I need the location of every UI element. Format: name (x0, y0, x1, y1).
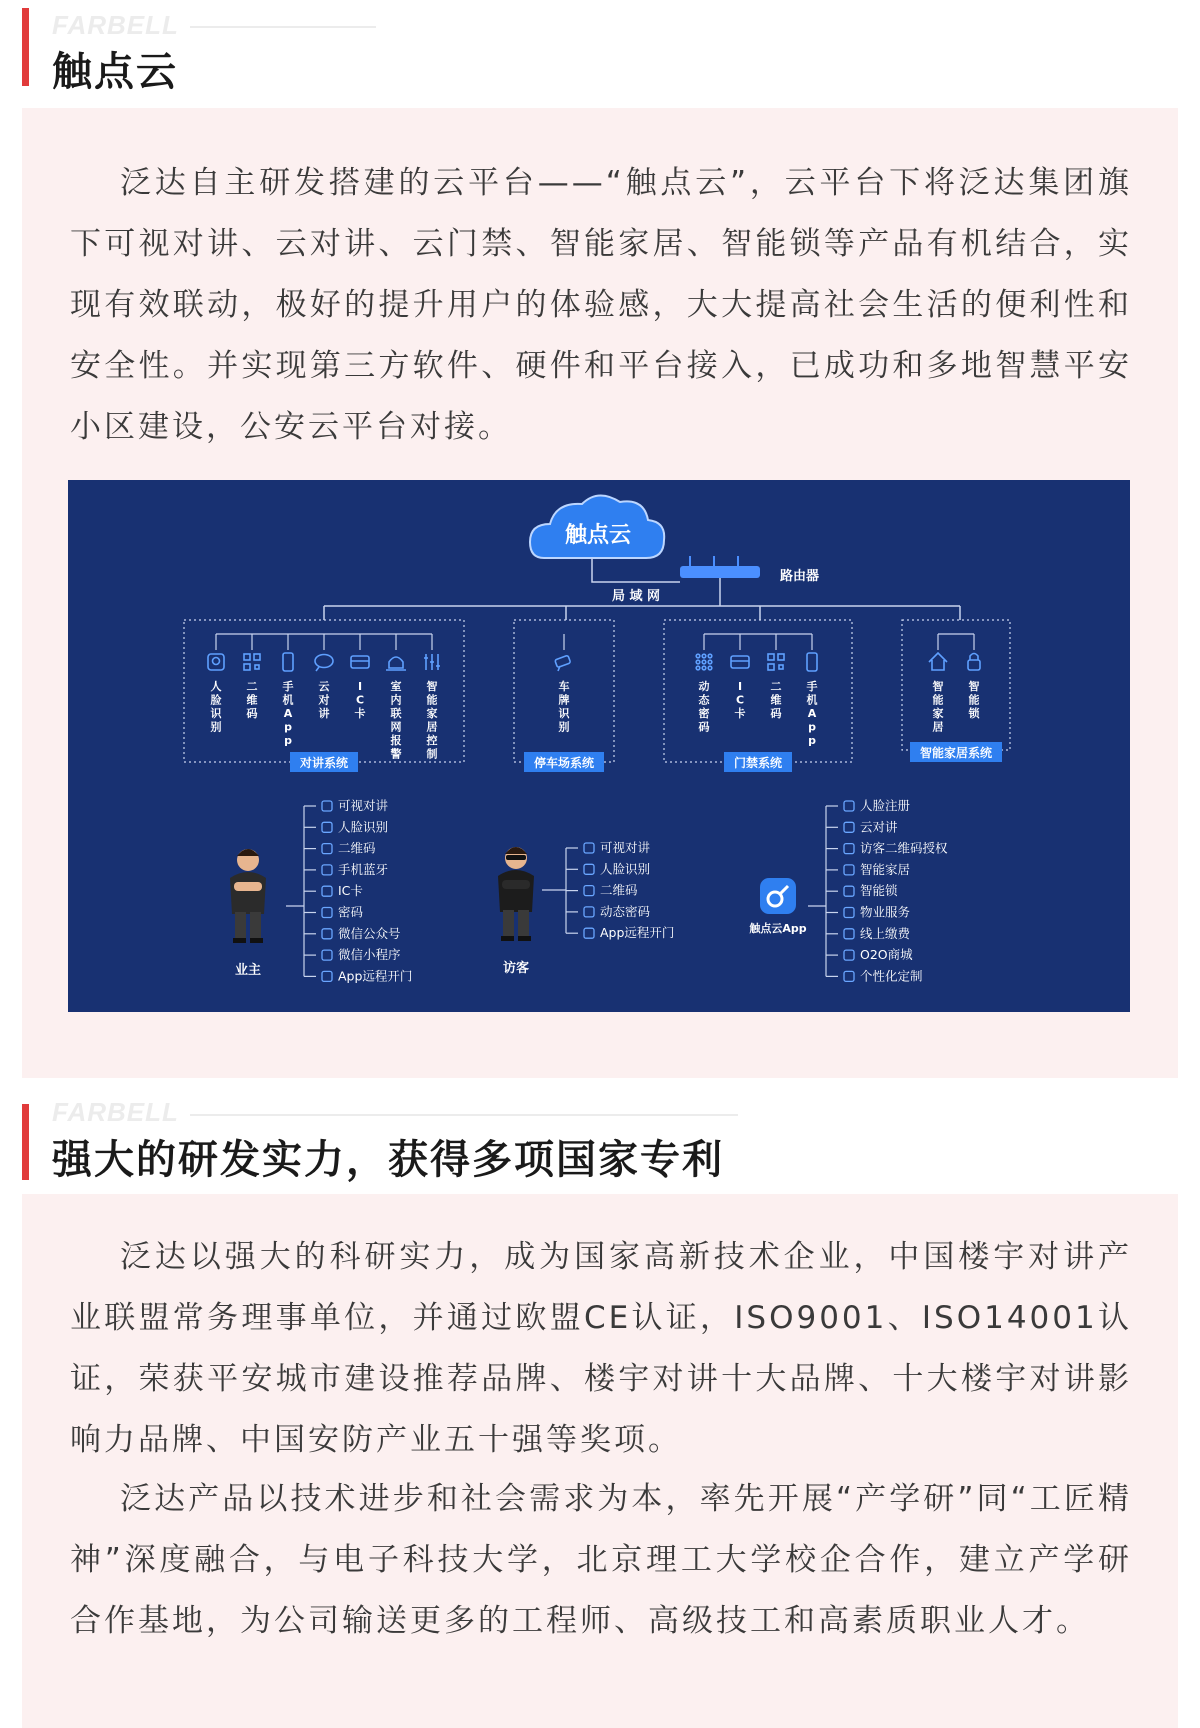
feature-icon (322, 844, 332, 854)
lan-label: 局 域 网 (612, 589, 661, 604)
feature-icon (584, 907, 594, 917)
feature-item: IC卡 (338, 883, 363, 899)
app-label: 触点云App (749, 922, 807, 935)
vertical-label (771, 680, 782, 720)
vertical-label (283, 679, 294, 747)
system-name: 智能家居系统 (919, 746, 993, 760)
diagram-svg (68, 480, 1130, 1012)
vertical-label (807, 679, 818, 747)
vertical-label (391, 679, 402, 761)
intro-paragraph: 泛达自主研发搭建的云平台——“触点云”，云平台下将泛达集团旗下可视对讲、云对讲、云门禁、智能家居、智能锁等产品有机结合，实现有效联动，极好的提升用户的体验感，大大提高社会生活的便利性和安全性。并实现第三方软件、硬件和平台接入，已成功和多地智慧平安小区建设，公安云平台对接。 (70, 165, 1132, 445)
sliders-icon (424, 654, 440, 670)
cloud-node (530, 495, 664, 558)
person-figure (498, 847, 534, 941)
feature-item: 微信小程序 (338, 947, 401, 963)
section-title: 强大的研发实力，获得多项国家专利 (52, 1137, 724, 1183)
brand-watermark: FARBELL (52, 10, 179, 40)
feature-icon (844, 886, 854, 896)
system-box (664, 620, 852, 772)
feature-item: 二维码 (338, 840, 376, 856)
system-box (514, 620, 614, 772)
system-badge (910, 742, 1002, 762)
keypad-icon (696, 654, 712, 670)
person-figure (230, 849, 266, 943)
feature-item: 线上缴费 (860, 925, 911, 941)
feature-item: 手机蓝牙 (338, 861, 389, 877)
camera-icon (555, 655, 571, 671)
visitor-label: 访客 (502, 961, 530, 976)
system-badge (290, 752, 358, 772)
alarm-icon (386, 657, 406, 670)
feature-icon (844, 865, 854, 875)
system-name: 对讲系统 (299, 756, 349, 770)
feature-icon (584, 864, 594, 874)
vertical-label (426, 679, 438, 761)
vertical-label (559, 679, 571, 734)
face-icon (208, 654, 224, 670)
feature-item: 人脸识别 (600, 861, 651, 877)
feature-item: 二维码 (600, 882, 638, 898)
header-rule (190, 26, 376, 28)
feature-icon (322, 929, 332, 939)
feature-icon (844, 844, 854, 854)
section-header-1 (22, 0, 1182, 95)
feature-item: 动态密码 (600, 903, 651, 919)
feature-item: App远程开门 (338, 968, 413, 984)
feature-item: 个性化定制 (860, 968, 923, 984)
svg-text:车牌识别: 车牌识别 (558, 680, 570, 734)
architecture-diagram (68, 480, 1130, 1012)
system-badge (524, 752, 604, 772)
feature-item: 智能家居 (860, 861, 911, 877)
feature-item: 云对讲 (860, 819, 898, 835)
section-title: 触点云 (52, 49, 178, 95)
cloud-label: 触点云 (564, 523, 632, 548)
rd-paragraph-2: 泛达产品以技术进步和社会需求为本，率先开展“产学研”同“工匠精神”深度融合，与电子科技大学，北京理工大学校企合作，建立产学研合作基地，为公司输送更多的工程师、高级技工和高素质职业人才。 (70, 1481, 1132, 1639)
svg-text:室内联网报警: 室内联网报警 (390, 680, 402, 761)
svg-text:人脸识别: 人脸识别 (210, 680, 222, 734)
vertical-label (735, 680, 746, 720)
feature-item: 可视对讲 (600, 840, 651, 855)
phone-icon (807, 653, 817, 671)
vertical-label (969, 679, 981, 720)
feature-icon (322, 822, 332, 832)
feature-item: 微信公众号 (338, 925, 401, 941)
feature-item: 密码 (338, 904, 364, 920)
feature-icon (322, 950, 332, 960)
phone-icon (283, 653, 293, 671)
svg-text:二维码: 二维码 (246, 680, 258, 720)
svg-text:智能锁: 智能锁 (968, 680, 980, 720)
svg-text:IC卡: I C 卡 (354, 680, 366, 720)
svg-text:动态密码: 动态密码 (698, 680, 710, 734)
owner-label: 业主 (234, 963, 262, 978)
accent-bar (22, 1104, 29, 1180)
feature-icon (844, 801, 854, 811)
feature-item: App远程开门 (600, 925, 675, 941)
feature-item: 人脸识别 (338, 819, 389, 835)
feature-item: 智能锁 (860, 883, 898, 899)
section-header-2 (22, 1092, 1182, 1183)
svg-text:智能家居控制: 智能家居控制 (426, 680, 438, 761)
owner-feature-list (304, 798, 412, 983)
svg-text:手机App: 手机 A p p (806, 680, 818, 747)
feature-icon (844, 929, 854, 939)
accent-bar (22, 8, 29, 86)
feature-item: 物业服务 (860, 904, 911, 920)
header-rule (190, 1114, 738, 1116)
feature-icon (584, 886, 594, 896)
vertical-label (211, 680, 223, 734)
svg-text:手机App: 手机 A p p (282, 680, 294, 747)
feature-icon (844, 822, 854, 832)
vertical-label (247, 680, 258, 720)
router-label: 路由器 (780, 569, 820, 584)
content-panel-2 (22, 1194, 1178, 1728)
feature-icon (584, 843, 594, 853)
system-name: 停车场系统 (533, 756, 595, 770)
svg-text:智能家居: 智能家居 (932, 680, 944, 734)
feature-icon (322, 971, 332, 981)
feature-icon (844, 971, 854, 981)
router-node (680, 556, 819, 584)
rd-paragraph-1: 泛达以强大的科研实力，成为国家高新技术企业，中国楼宇对讲产业联盟常务理事单位，并通过欧盟CE认证，ISO9001、ISO14001认证，荣获平安城市建设推荐品牌、楼宇对讲十大品牌、十大楼宇对讲影响力品牌、中国安防产业五十强等奖项。 (70, 1239, 1132, 1458)
lock-icon (968, 654, 980, 671)
vertical-label (355, 680, 366, 720)
systems-layer (184, 620, 1010, 772)
vertical-label (933, 679, 944, 734)
feature-icon (322, 886, 332, 896)
feature-item: 访客二维码授权 (860, 840, 948, 856)
chat-icon (315, 655, 333, 672)
system-badge (724, 752, 792, 772)
feature-item: O2O商城 (860, 947, 913, 963)
feature-item: 人脸注册 (860, 798, 911, 813)
system-name: 门禁系统 (733, 756, 783, 770)
system-box (902, 620, 1010, 762)
system-box (184, 620, 464, 772)
vertical-label (318, 680, 330, 720)
card-icon (351, 656, 369, 668)
feature-icon (322, 865, 332, 875)
qr-icon (768, 654, 784, 670)
svg-text:IC卡: I C 卡 (734, 680, 746, 720)
feature-icon (844, 950, 854, 960)
feature-icon (584, 928, 594, 938)
feature-icon (844, 908, 854, 918)
visitor-feature-list (566, 840, 674, 940)
vertical-label (699, 679, 711, 734)
qr-icon (244, 654, 260, 670)
home-icon (929, 653, 947, 670)
bottom-layer (230, 798, 948, 983)
feature-icon (322, 908, 332, 918)
feature-item: 可视对讲 (338, 798, 389, 813)
brand-watermark: FARBELL (52, 1097, 179, 1127)
svg-text:云对讲: 云对讲 (318, 680, 330, 720)
feature-icon (322, 801, 332, 811)
app-feature-list (826, 798, 948, 983)
card-icon (731, 656, 749, 668)
app-icon (760, 878, 796, 914)
svg-text:二维码: 二维码 (770, 680, 782, 720)
